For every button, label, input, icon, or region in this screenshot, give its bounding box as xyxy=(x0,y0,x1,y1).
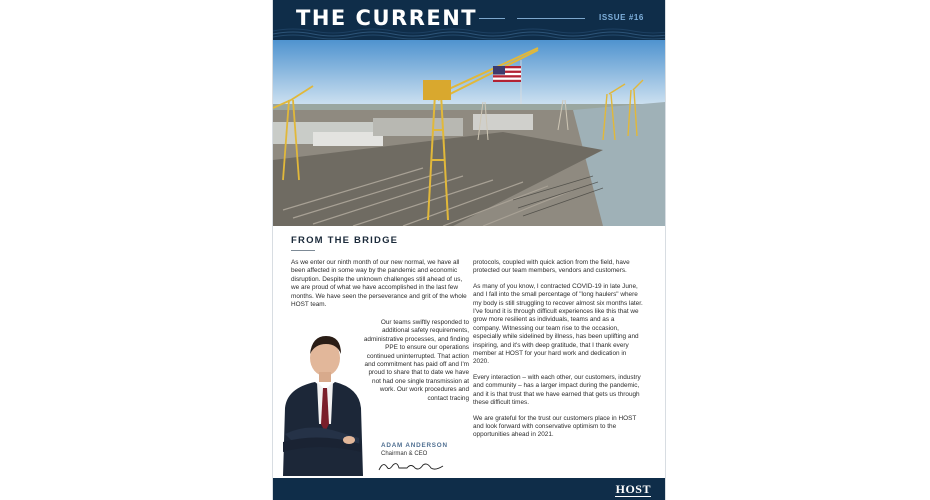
section-title: FROM THE BRIDGE xyxy=(291,235,399,246)
issue-number: ISSUE #16 xyxy=(599,13,644,22)
newsletter-page xyxy=(273,0,665,500)
left-paragraph-1: As we enter our ninth month of our new normal, we have all been affected in some way by the pandemic and economic disruption. Despite the unknown challenges still ahead of us, we are proud of what we have accomplished in the last few months. We have seen the perseverance and grit of the whole HOST team. xyxy=(291,259,467,309)
host-logo: HOST xyxy=(615,482,651,496)
masthead-rule xyxy=(517,18,585,19)
right-paragraph-4: We are grateful for the trust our customers place in HOST and look forward with conservative optimism to the opportunities ahead in 2021. xyxy=(473,414,637,439)
hero-shipyard-photo xyxy=(273,40,665,226)
newsletter-title: THE CURRENT xyxy=(296,6,478,30)
section-title-rule xyxy=(291,250,315,251)
masthead xyxy=(273,0,665,40)
left-paragraph-2: Our teams swiftly responded to additional safety requirements, administrative processes, and finding PPE to ensure our operations continued uninterrupted. That action and commitment has paid off and I'm proud to share that to date we have not had one single transmission at work. Our work procedures and contact tracing xyxy=(363,319,469,402)
footer-bar xyxy=(273,478,665,500)
signer-name: ADAM ANDERSON xyxy=(381,442,448,449)
right-column xyxy=(473,259,643,447)
signature-block xyxy=(357,438,465,478)
signer-title: Chairman & CEO xyxy=(381,451,428,457)
ceo-portrait xyxy=(279,324,363,476)
handwritten-signature xyxy=(377,459,447,473)
right-paragraph-3: Every interaction – with each other, our customers, industry and community – has a larger impact during the pandemic, and it is that trust that we have earned that gets us through these difficult times. xyxy=(473,373,641,407)
right-paragraph-2: As many of you know, I contracted COVID-19 in late June, and I fall into the small percentage of "long haulers" where my body is still struggling to recover almost six months later. I've found it is through difficult experiences like this that we grow more resilient as individuals, teams and as a company. Witnessing our team rise to the occasion, especially while sidelined by illness, has been uplifting and inspiring, and it's with deep gratitude, that I thank every member at HOST for your hard work and dedication in 2020. xyxy=(473,282,643,366)
right-paragraph-1: protocols, coupled with quick action from the field, have protected our team members, vendors and customers. xyxy=(473,259,630,275)
article-body xyxy=(273,226,665,478)
masthead-rule xyxy=(479,18,505,19)
masthead-wave-pattern xyxy=(273,28,665,40)
logo-underline xyxy=(615,496,651,497)
